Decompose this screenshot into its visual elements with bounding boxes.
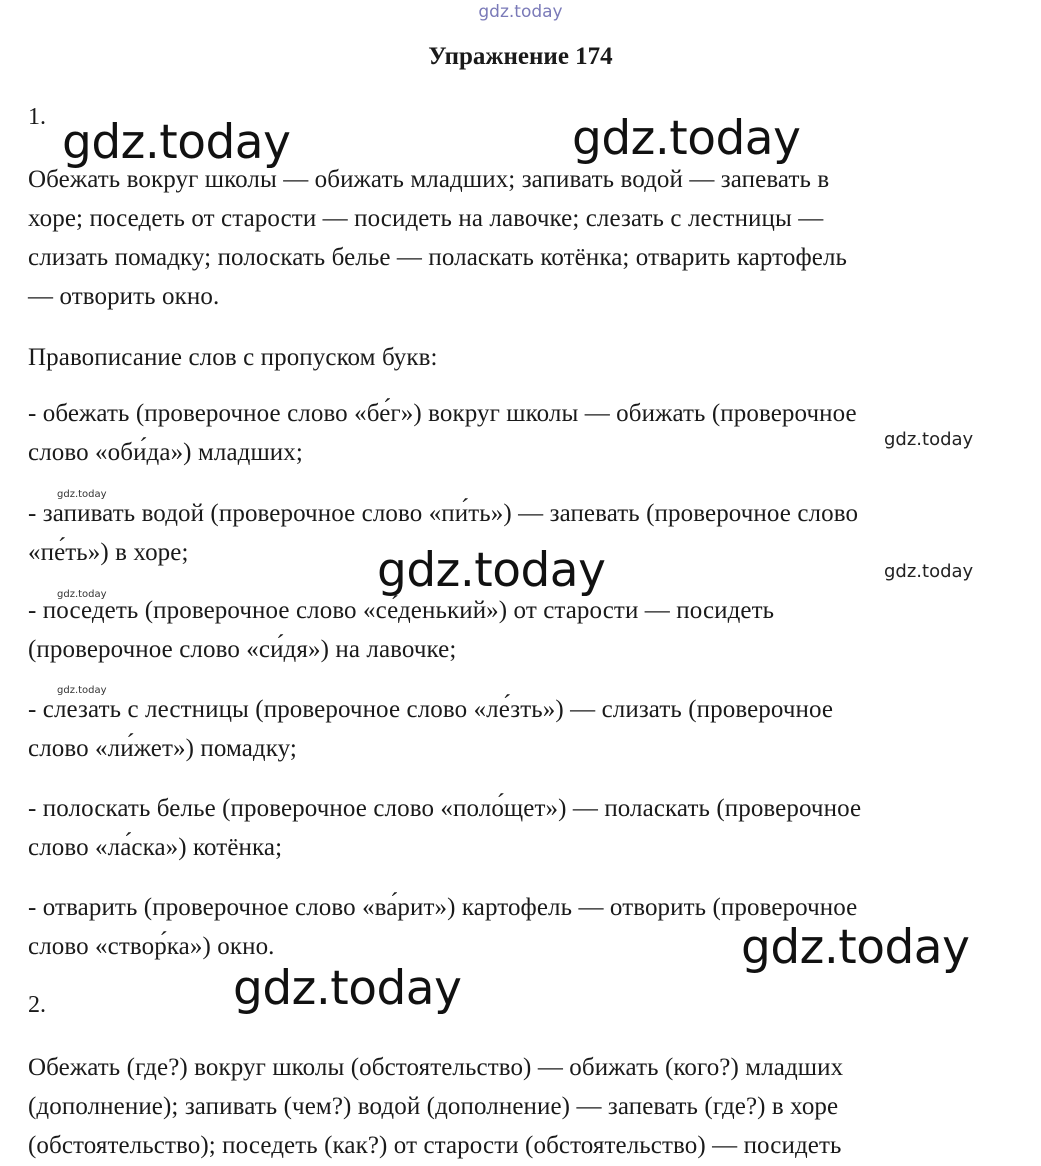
watermark-big-1: gdz.today: [62, 115, 291, 170]
list-item: [28, 591, 1013, 669]
intro-line: хоре; поседеть от старости — посидеть на лавочке; слезать с лестницы —: [28, 205, 824, 232]
watermark-top: gdz.today: [478, 2, 563, 22]
intro-line: Обежать вокруг школы — обижать младших; запивать водой — запевать в: [28, 166, 830, 193]
list-item-line: - слезать с лестницы (проверочное слово «ле́зть») — слизать (проверочное: [28, 696, 834, 723]
watermark-big-3: gdz.today: [377, 543, 606, 598]
part-1-intro-text: [28, 160, 1013, 316]
list-item-line: слово «ли́жет») помадку;: [28, 735, 297, 762]
page-title: Упражнение 174: [428, 43, 613, 70]
list-item-line: - обежать (проверочное слово «бе́г») вокруг школы — обижать (проверочное: [28, 400, 857, 427]
watermark-small-1: gdz.today: [884, 429, 974, 450]
heading-line: Правописание слов с пропуском букв:: [28, 344, 438, 371]
part-2-text: [28, 1048, 1013, 1165]
part-1-heading: [28, 338, 1013, 377]
watermark-tiny-3: gdz.today: [57, 685, 107, 696]
list-item-line: - поседеть (проверочное слово «се́денький») от старости — посидеть: [28, 597, 775, 624]
list-item-line: (проверочное слово «си́дя») на лавочке;: [28, 636, 457, 663]
list-item-line: - полоскать белье (проверочное слово «поло́щет») — поласкать (проверочное: [28, 795, 862, 822]
list-item-line: - запивать водой (проверочное слово «пи́ть») — запевать (проверочное слово: [28, 500, 859, 527]
list-item: [28, 394, 1013, 472]
part-2-line: (дополнение); запивать (чем?) водой (дополнение) — запевать (где?) в хоре: [28, 1093, 839, 1120]
intro-line: — отворить окно.: [28, 283, 220, 310]
watermark-big-4: gdz.today: [741, 920, 970, 975]
list-item-line: слово «створ́ка») окно.: [28, 933, 275, 960]
part-1-number: 1.: [28, 104, 46, 130]
watermark-big-2: gdz.today: [572, 111, 801, 166]
part-2-line: Обежать (где?) вокруг школы (обстоятельство) — обижать (кого?) младших: [28, 1054, 844, 1081]
part-2-line: (обстоятельство); поседеть (как?) от старости (обстоятельство) — посидеть: [28, 1132, 842, 1159]
watermark-tiny-1: gdz.today: [57, 489, 107, 500]
list-item-line: «пе́ть») в хоре;: [28, 539, 189, 566]
list-item: [28, 690, 1013, 768]
list-item: [28, 789, 1013, 867]
list-item-line: слово «оби́да») младших;: [28, 439, 303, 466]
list-item-line: - отварить (проверочное слово «ва́рит») картофель — отворить (проверочное: [28, 894, 858, 921]
part-2-number: 2.: [28, 992, 46, 1018]
watermark-small-2: gdz.today: [884, 561, 974, 582]
watermark-big-5: gdz.today: [233, 961, 462, 1016]
list-item-line: слово «ла́ска») котёнка;: [28, 834, 283, 861]
intro-line: слизать помадку; полоскать белье — поласкать котёнка; отварить картофель: [28, 244, 848, 271]
watermark-tiny-2: gdz.today: [57, 589, 107, 600]
